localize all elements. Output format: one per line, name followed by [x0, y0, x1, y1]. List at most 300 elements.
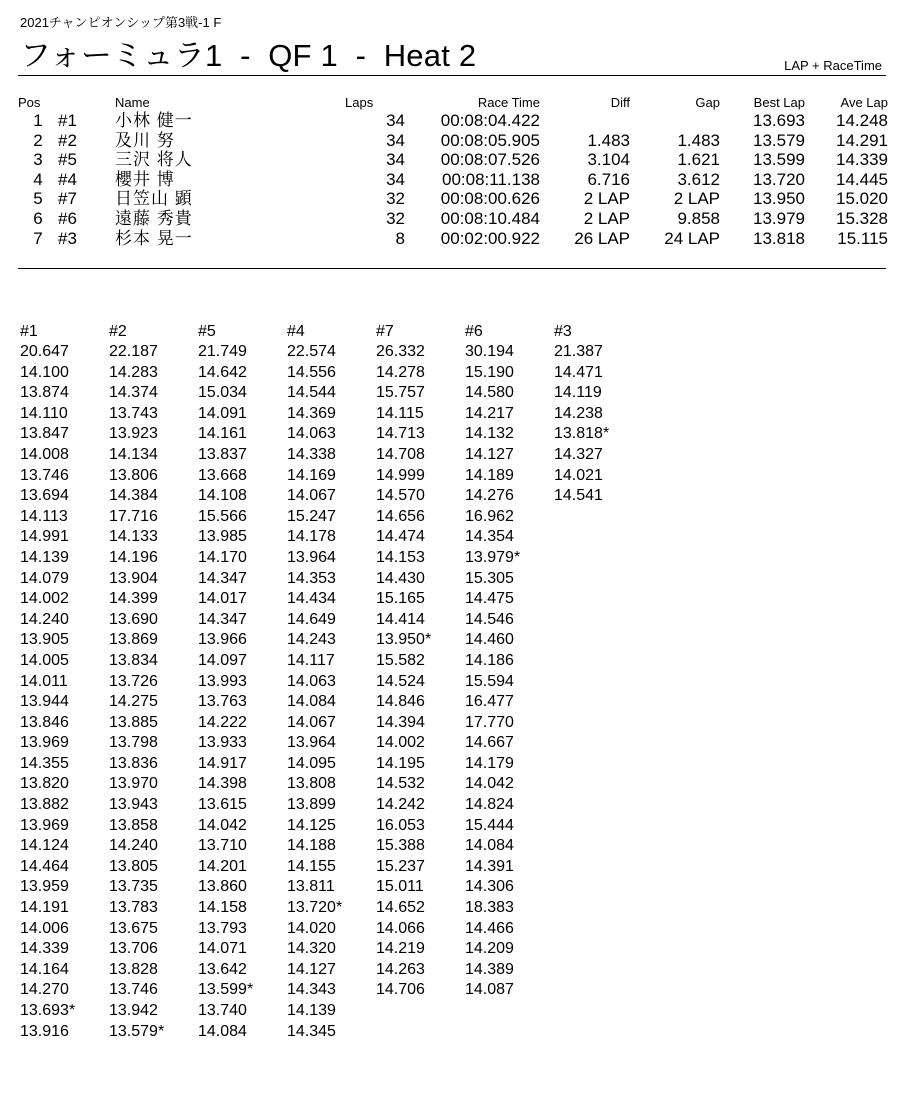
result-car-number: #6 [58, 208, 77, 228]
lap-time: 13.746 [109, 981, 158, 999]
lap-time: 14.201 [198, 857, 247, 875]
lap-time: 14.169 [287, 466, 336, 484]
lap-time: 14.127 [465, 445, 514, 463]
lap-time: 14.991 [20, 528, 69, 546]
lap-time: 14.706 [376, 981, 425, 999]
lap-time: 14.263 [376, 960, 425, 978]
result-row [18, 170, 888, 190]
result-best-lap: 13.579 [753, 130, 805, 150]
result-driver-name: 櫻井 博 [115, 169, 175, 189]
lap-time: 14.217 [465, 404, 514, 422]
lap-time: 14.011 [20, 672, 68, 690]
lap-time: 13.847 [20, 425, 69, 443]
lap-time: 14.532 [376, 775, 425, 793]
lap-time: 14.240 [109, 837, 158, 855]
lap-time: 14.652 [376, 899, 425, 917]
result-best-lap: 13.950 [753, 189, 805, 209]
lap-time: 15.237 [376, 857, 425, 875]
lap-time: 13.818* [554, 425, 610, 443]
result-gap [630, 111, 720, 131]
lap-time: 15.444 [465, 816, 514, 834]
result-position: 1 [33, 111, 43, 130]
result-gap: 24 LAP [664, 228, 720, 248]
lap-time: 13.735 [109, 878, 158, 896]
lap-time: 13.694 [20, 487, 69, 505]
lap-time: 14.067 [287, 487, 336, 505]
lap-time: 14.391 [465, 857, 514, 875]
lap-time: 14.209 [465, 940, 514, 958]
lap-time: 14.153 [376, 548, 425, 566]
lap-time: 13.899 [287, 796, 336, 814]
lap-time: 14.270 [20, 981, 69, 999]
result-gap: 9.858 [677, 208, 720, 228]
lap-time: 14.389 [465, 960, 514, 978]
result-diff: 2 LAP [583, 189, 630, 209]
lap-column-car-number: #1 [20, 323, 38, 340]
lap-time: 13.916 [20, 1022, 69, 1040]
lap-time: 14.067 [287, 713, 336, 731]
lap-time: 13.798 [109, 734, 158, 752]
lap-time: 14.471 [554, 363, 603, 381]
lap-time: 14.394 [376, 713, 425, 731]
lap-time: 13.806 [109, 466, 158, 484]
lap-time: 15.305 [465, 569, 514, 587]
lap-time: 14.134 [109, 445, 158, 463]
lap-time: 14.546 [465, 610, 514, 628]
lap-time: 14.353 [287, 569, 336, 587]
result-diff: 2 LAP [583, 208, 630, 228]
lap-time: 14.398 [198, 775, 247, 793]
lap-time: 13.966 [198, 631, 247, 649]
lap-time: 14.327 [554, 445, 603, 463]
lap-time: 14.002 [376, 734, 425, 752]
lap-time: 14.021 [554, 466, 603, 484]
result-position: 2 [33, 130, 43, 150]
lap-time: 14.042 [465, 775, 514, 793]
lap-time: 14.347 [198, 569, 247, 587]
lap-time: 15.011 [376, 878, 424, 896]
lap-time: 14.178 [287, 528, 336, 546]
result-driver-name: 杉本 晃一 [115, 228, 193, 248]
result-row [18, 131, 888, 151]
lap-time: 14.846 [376, 693, 425, 711]
result-position: 5 [33, 189, 43, 209]
lap-time: 14.006 [20, 919, 69, 937]
lap-column [20, 322, 109, 1042]
lap-time: 13.964 [287, 734, 336, 752]
lap-column-car-number: #3 [554, 323, 572, 340]
lap-time: 13.811 [287, 878, 335, 896]
result-best-lap: 13.599 [753, 150, 805, 170]
lap-time: 14.084 [198, 1022, 247, 1040]
result-race-time: 00:08:11.138 [442, 169, 540, 189]
lap-time: 14.219 [376, 940, 425, 958]
lap-time: 14.999 [376, 466, 425, 484]
lap-time: 14.132 [465, 425, 514, 443]
result-best-lap: 13.693 [753, 111, 805, 130]
lap-time: 14.079 [20, 569, 69, 587]
result-race-time: 00:08:00.626 [440, 189, 540, 209]
result-race-time: 00:08:10.484 [440, 208, 540, 228]
lap-time: 14.466 [465, 919, 514, 937]
lap-time: 14.071 [198, 940, 247, 958]
lap-time: 14.524 [376, 672, 425, 690]
result-gap: 1.621 [677, 150, 720, 170]
lap-time: 14.095 [287, 754, 336, 772]
result-car-number: #7 [58, 189, 77, 209]
lap-time: 13.837 [198, 445, 247, 463]
lap-time: 14.113 [20, 507, 68, 525]
lap-time: 14.042 [198, 816, 247, 834]
lap-time: 14.191 [20, 899, 69, 917]
lap-time: 14.713 [376, 425, 425, 443]
lap-time: 13.690 [109, 610, 158, 628]
result-race-time: 00:08:05.905 [440, 130, 540, 150]
result-laps: 34 [386, 130, 405, 150]
col-header-pos: Pos [18, 94, 41, 110]
lap-time: 14.125 [287, 816, 336, 834]
lap-column [465, 322, 554, 1042]
lap-time: 13.964 [287, 548, 336, 566]
lap-time: 13.836 [109, 754, 158, 772]
lap-time: 14.243 [287, 631, 336, 649]
lap-time: 14.434 [287, 590, 336, 608]
lap-time: 13.943 [109, 796, 158, 814]
lap-column [376, 322, 465, 1042]
lap-time: 14.570 [376, 487, 425, 505]
lap-time: 14.179 [465, 754, 514, 772]
lap-time: 13.969 [20, 816, 69, 834]
result-ave-lap: 15.115 [837, 228, 888, 248]
lap-time: 14.460 [465, 631, 514, 649]
result-position: 7 [33, 228, 43, 248]
result-diff: 6.716 [587, 169, 630, 189]
lap-time: 15.034 [198, 384, 247, 402]
result-row [18, 229, 888, 249]
lap-time: 13.763 [198, 693, 247, 711]
lap-time: 13.882 [20, 796, 69, 814]
results-header-row [18, 94, 888, 111]
lap-time: 13.985 [198, 528, 247, 546]
lap-time: 14.242 [376, 796, 425, 814]
lap-column-car-number: #2 [109, 323, 127, 340]
result-car-number: #1 [58, 111, 77, 130]
lap-time: 17.770 [465, 713, 514, 731]
lap-time: 13.874 [20, 384, 69, 402]
result-race-time: 00:08:04.422 [440, 111, 540, 130]
result-diff: 1.483 [587, 130, 630, 150]
lap-time: 14.196 [109, 548, 158, 566]
lap-time: 13.944 [20, 693, 69, 711]
lap-time: 14.708 [376, 445, 425, 463]
result-laps: 34 [386, 150, 405, 170]
lap-time: 13.668 [198, 466, 247, 484]
lap-time: 13.959 [20, 878, 69, 896]
lap-time: 14.278 [376, 363, 425, 381]
lap-time: 13.904 [109, 569, 158, 587]
lap-time: 13.885 [109, 713, 158, 731]
result-car-number: #3 [58, 228, 77, 248]
lap-column [198, 322, 287, 1042]
lap-column-car-number: #6 [465, 323, 483, 340]
lap-time: 14.008 [20, 445, 69, 463]
lap-time: 14.667 [465, 734, 514, 752]
result-gap: 2 LAP [673, 189, 720, 209]
result-laps: 34 [386, 111, 405, 130]
result-laps: 34 [386, 169, 405, 189]
results-table [18, 94, 888, 248]
lap-time: 13.905 [20, 631, 69, 649]
lap-time: 14.276 [465, 487, 514, 505]
lap-time: 13.710 [198, 837, 247, 855]
lap-time: 14.556 [287, 363, 336, 381]
lap-time: 14.238 [554, 404, 603, 422]
lap-time: 14.155 [287, 857, 336, 875]
lap-time: 14.347 [198, 610, 247, 628]
result-race-time: 00:08:07.526 [440, 150, 540, 170]
lap-time: 13.805 [109, 857, 158, 875]
lap-time: 13.743 [109, 404, 158, 422]
lap-time: 14.127 [287, 960, 336, 978]
lap-time: 26.332 [376, 343, 425, 360]
result-ave-lap: 14.248 [836, 111, 888, 130]
lap-column [554, 322, 643, 1042]
lap-time: 14.063 [287, 672, 336, 690]
lap-time: 14.306 [465, 878, 514, 896]
lap-time: 14.374 [109, 384, 158, 402]
lap-time: 21.749 [198, 343, 247, 360]
lap-time: 14.642 [198, 363, 247, 381]
lap-time: 14.345 [287, 1022, 336, 1040]
lap-time: 13.820 [20, 775, 69, 793]
result-ave-lap: 14.291 [836, 130, 888, 150]
lap-time: 14.195 [376, 754, 425, 772]
lap-time: 15.582 [376, 651, 425, 669]
lap-time: 14.133 [109, 528, 158, 546]
result-car-number: #5 [58, 150, 77, 170]
lap-time: 14.164 [20, 960, 69, 978]
lap-time: 13.579* [109, 1022, 165, 1040]
lap-time: 14.110 [20, 404, 68, 422]
results-divider [18, 268, 886, 269]
lap-time: 14.355 [20, 754, 69, 772]
lap-time: 14.580 [465, 384, 514, 402]
result-gap: 1.483 [677, 130, 720, 150]
col-header-laps: Laps [345, 94, 374, 110]
lap-time: 14.222 [198, 713, 247, 731]
report-format-label: LAP + RaceTime [784, 58, 882, 73]
lap-time: 15.388 [376, 837, 425, 855]
lap-time: 14.240 [20, 610, 69, 628]
lap-time: 14.475 [465, 590, 514, 608]
lap-time: 14.384 [109, 487, 158, 505]
lap-time: 13.860 [198, 878, 247, 896]
result-driver-name: 日笠山 顕 [115, 189, 193, 209]
result-car-number: #4 [58, 169, 77, 189]
event-subtitle: 2021チャンピオンシップ第3戦-1 F [20, 15, 222, 30]
lap-time: 14.084 [287, 693, 336, 711]
lap-time: 14.115 [376, 404, 424, 422]
lap-time: 14.283 [109, 363, 158, 381]
lap-time: 14.124 [20, 837, 69, 855]
lap-time: 14.084 [465, 837, 514, 855]
result-gap: 3.612 [677, 169, 720, 189]
lap-time: 14.414 [376, 610, 425, 628]
col-header-best-lap: Best Lap [753, 94, 805, 110]
lap-time: 13.979* [465, 548, 521, 566]
col-header-race-time: Race Time [477, 94, 540, 110]
lap-time: 21.387 [554, 343, 603, 360]
lap-time: 13.858 [109, 816, 158, 834]
result-best-lap: 13.720 [753, 169, 805, 189]
lap-time: 14.117 [287, 651, 335, 669]
lap-time: 14.188 [287, 837, 336, 855]
result-laps: 32 [386, 189, 405, 209]
lap-time: 15.566 [198, 507, 247, 525]
lap-time: 13.950* [376, 631, 432, 649]
lap-time: 14.020 [287, 919, 336, 937]
lap-time: 13.793 [198, 919, 247, 937]
lap-column-car-number: #5 [198, 323, 216, 340]
lap-time: 14.320 [287, 940, 336, 958]
lap-time: 14.656 [376, 507, 425, 525]
result-position: 6 [33, 208, 43, 228]
lap-time: 13.970 [109, 775, 158, 793]
lap-column-car-number: #4 [287, 323, 305, 340]
result-row [18, 209, 888, 229]
lap-time: 14.005 [20, 651, 69, 669]
lap-time: 14.002 [20, 590, 69, 608]
lap-time: 14.824 [465, 796, 514, 814]
lap-time: 22.187 [109, 343, 158, 360]
lap-time: 14.464 [20, 857, 69, 875]
lap-time: 13.933 [198, 734, 247, 752]
lap-time: 15.190 [465, 363, 514, 381]
page-title: フォーミュラ1 - QF 1 - Heat 2 [20, 38, 477, 73]
header-divider [18, 75, 886, 76]
result-row [18, 189, 888, 209]
lap-time: 14.474 [376, 528, 425, 546]
result-best-lap: 13.979 [753, 208, 805, 228]
lap-time: 14.338 [287, 445, 336, 463]
lap-time: 14.339 [20, 940, 69, 958]
lap-time: 15.594 [465, 672, 514, 690]
result-position: 3 [33, 150, 43, 170]
result-driver-name: 遠藤 秀貴 [115, 208, 193, 228]
lap-time: 14.541 [554, 487, 603, 505]
lap-time: 13.599* [198, 981, 254, 999]
lap-time: 16.053 [376, 816, 425, 834]
lap-time: 14.369 [287, 404, 336, 422]
lap-column [287, 322, 376, 1042]
lap-time: 17.716 [109, 507, 158, 525]
lap-time: 20.647 [20, 343, 69, 360]
lap-time: 14.343 [287, 981, 336, 999]
result-laps: 32 [386, 208, 405, 228]
lap-time: 13.834 [109, 651, 158, 669]
lap-time: 14.108 [198, 487, 247, 505]
lap-time: 13.828 [109, 960, 158, 978]
lap-time: 14.091 [198, 404, 247, 422]
lap-column [109, 322, 198, 1042]
lap-time: 15.757 [376, 384, 425, 402]
result-ave-lap: 14.339 [836, 150, 888, 170]
lap-time: 16.962 [465, 507, 514, 525]
col-header-diff: Diff [610, 94, 630, 110]
col-header-ave-lap: Ave Lap [840, 94, 888, 110]
lap-time: 14.100 [20, 363, 69, 381]
lap-time: 14.161 [198, 425, 247, 443]
result-best-lap: 13.818 [753, 228, 805, 248]
lap-time: 14.649 [287, 610, 336, 628]
col-header-gap: Gap [695, 94, 720, 110]
lap-time: 14.158 [198, 899, 247, 917]
result-race-time: 00:02:00.922 [440, 228, 540, 248]
result-row [18, 150, 888, 170]
lap-column-car-number: #7 [376, 323, 394, 340]
result-laps: 8 [395, 228, 405, 248]
lap-time: 14.430 [376, 569, 425, 587]
lap-time: 13.720* [287, 899, 343, 917]
lap-time: 18.383 [465, 899, 514, 917]
lap-time: 13.726 [109, 672, 158, 690]
result-driver-name: 三沢 将人 [115, 150, 193, 170]
lap-time: 13.615 [198, 796, 247, 814]
lap-time: 16.477 [465, 693, 514, 711]
result-diff: 26 LAP [574, 228, 630, 248]
result-ave-lap: 14.445 [836, 169, 888, 189]
lap-time: 13.783 [109, 899, 158, 917]
col-header-name: Name [115, 94, 150, 110]
lap-time: 13.693* [20, 1002, 76, 1019]
col-header-number [58, 94, 115, 111]
lap-time: 14.097 [198, 651, 247, 669]
result-driver-name: 及川 努 [115, 130, 175, 150]
lap-time: 13.923 [109, 425, 158, 443]
lap-time: 14.119 [554, 384, 602, 402]
lap-time: 14.917 [198, 754, 247, 772]
lap-time: 30.194 [465, 343, 514, 360]
lap-time: 14.354 [465, 528, 514, 546]
lap-time: 13.706 [109, 940, 158, 958]
lap-time: 14.066 [376, 919, 425, 937]
result-ave-lap: 15.328 [836, 208, 888, 228]
lap-time: 13.642 [198, 960, 247, 978]
result-car-number: #2 [58, 130, 77, 150]
result-position: 4 [33, 169, 43, 189]
lap-time: 14.544 [287, 384, 336, 402]
lap-time: 14.017 [198, 590, 247, 608]
result-row [18, 111, 888, 131]
result-driver-name: 小林 健一 [115, 111, 193, 130]
lap-time: 13.846 [20, 713, 69, 731]
lap-time: 14.087 [465, 981, 514, 999]
lap-time: 13.740 [198, 1002, 247, 1019]
lap-time: 15.165 [376, 590, 425, 608]
lap-time: 13.993 [198, 672, 247, 690]
result-ave-lap: 15.020 [836, 189, 888, 209]
lap-time: 14.399 [109, 590, 158, 608]
lap-time: 13.746 [20, 466, 69, 484]
lap-time: 14.275 [109, 693, 158, 711]
lap-time: 13.969 [20, 734, 69, 752]
lap-time: 13.675 [109, 919, 158, 937]
result-diff: 3.104 [587, 150, 630, 170]
lap-time: 14.186 [465, 651, 514, 669]
lap-time: 14.139 [20, 548, 69, 566]
lap-time: 13.808 [287, 775, 336, 793]
lap-time: 13.869 [109, 631, 158, 649]
